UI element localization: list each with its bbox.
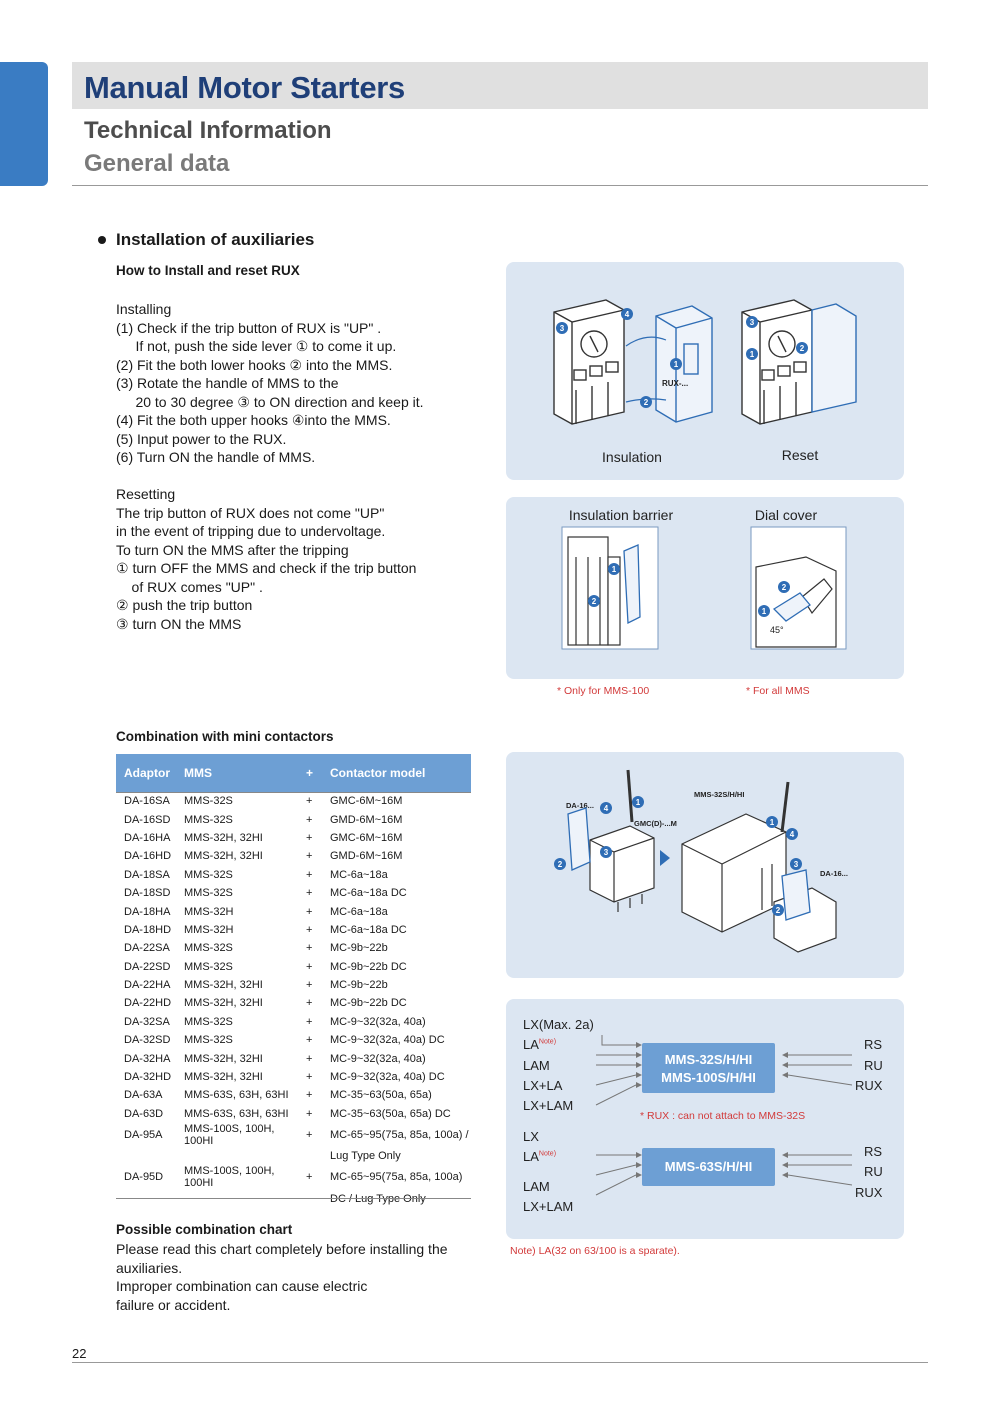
cell-plus: + [306,1171,313,1184]
marker-2: 2 [775,906,781,915]
reset-line: Resetting [116,486,176,502]
possible-line: auxiliaries. [116,1259,183,1276]
accessory-figure [506,497,904,679]
col-adaptor: Adaptor [116,754,176,792]
section-tab [0,62,48,186]
possible-line: Improper combination can cause electric [116,1278,368,1294]
gmc-label: GMC(D)-...M [634,819,677,828]
chart-rs: RS [864,1037,883,1052]
chart-ru-2: RU [864,1164,883,1179]
cell-mms: MMS-100S, 100H, 100HI [184,1165,275,1190]
cell-mms: MMS-32S [184,795,233,808]
cell-contactor: MC-9b~22b [330,979,388,992]
cell-contactor: MC-9b~22b DC [330,997,407,1010]
table-row [116,1031,471,1049]
cell-plus: + [306,1015,313,1028]
cell-mms: MMS-32H, 32HI [184,1052,263,1065]
chart-ru: RU [864,1058,883,1073]
cell-adaptor [116,1147,176,1165]
col-plus: + [302,754,322,792]
cell-contactor: Lug Type Only [330,1150,401,1163]
rux-label: RUX-... [662,379,689,388]
chart-lx: LX [523,1129,539,1144]
col-contactor: Contactor model [322,754,471,792]
chart-rux-2: RUX [855,1185,883,1200]
cell-mms: MMS-63S, 63H, 63HI [184,1089,289,1102]
chart-lam-2: LAM [523,1179,550,1194]
chart-rux: RUX [855,1078,883,1093]
install-line: 20 to 30 degree ③ to ON direction and keep it. [116,393,424,410]
table-rule-top [116,792,471,793]
table-row [116,1013,471,1031]
cell-plus: + [306,1034,313,1047]
table-row [116,1068,471,1086]
angle-label: 45° [770,625,784,635]
cell-contactor: MC-9~32(32a, 40a) DC [330,1034,445,1047]
marker-3: 3 [793,860,799,869]
marker-2: 2 [799,344,805,353]
install-heading: How to Install and reset RUX [116,263,300,278]
table-row [116,1049,471,1067]
cell-contactor: MC-65~95(75a, 85a, 100a) [330,1171,463,1184]
cell-adaptor: DA-18SD [124,887,171,900]
cell-plus: + [306,905,313,918]
cell-adaptor: DA-22SA [124,942,170,955]
cell-contactor: MC-35~63(50a, 65a) [330,1089,432,1102]
cell-contactor: MC-6a~18a [330,905,388,918]
cell-mms: MMS-32H [184,923,234,936]
cell-mms: MMS-32H, 32HI [184,979,263,992]
chart-lx-max: LX(Max. 2a) [523,1017,594,1032]
cell-contactor: GMD-6M~16M [330,813,403,826]
table-row [116,902,471,920]
cell-plus: + [306,1071,313,1084]
chart-footnote: Note) LA(32 on 63/100 is a sparate). [510,1245,680,1257]
cell-mms: MMS-63S, 63H, 63HI [184,1107,289,1120]
cell-contactor: GMC-6M~16M [330,831,403,844]
cell-adaptor: DA-63A [124,1089,163,1102]
cell-adaptor: DA-22HA [124,979,171,992]
marker-3: 3 [749,318,755,327]
chart-la-2 [523,1149,556,1164]
install-line: (5) Input power to the RUX. [116,430,287,447]
install-instructions [116,300,424,467]
chart-la-2-text: LA [523,1149,539,1164]
cell-plus: + [306,1129,313,1142]
marker-4: 4 [624,310,630,319]
reset-line: of RUX comes "UP" . [116,578,263,595]
possible-heading: Possible combination chart [116,1222,293,1237]
chart-la-text: LA [523,1037,539,1052]
marker-2: 2 [643,398,649,407]
cell-mms: MMS-32S [184,1015,233,1028]
install-line: (1) Check if the trip button of RUX is "UP" . [116,319,382,336]
possible-text [116,1240,448,1314]
mms-32-label: MMS-32S/H/HI [664,1052,753,1067]
insulation-label: Insulation [602,449,662,465]
cell-mms: MMS-32S [184,887,233,900]
cell-plus: + [306,1052,313,1065]
table-row [116,1147,471,1165]
cell-mms: MMS-32H, 32HI [184,850,263,863]
cell-mms: MMS-32H, 32HI [184,997,263,1010]
chart-rs-2: RS [864,1144,883,1159]
table-row [116,1105,471,1123]
cell-contactor: MC-6a~18a [330,868,388,881]
table-row [116,847,471,865]
table-header-row [116,754,471,792]
note-mms100: * Only for MMS-100 [557,685,650,697]
table-row [116,810,471,828]
install-figure-panel [506,262,904,480]
cell-contactor: MC-65~95(75a, 85a, 100a) / [330,1129,469,1142]
marker-2: 2 [591,597,597,606]
cell-adaptor: DA-16SD [124,813,171,826]
marker-3: 3 [559,324,565,333]
cell-plus: + [306,960,313,973]
cell-adaptor: DA-63D [124,1107,164,1120]
cell-plus: + [306,868,313,881]
cell-mms [176,1147,302,1165]
table-row [116,1165,471,1189]
chart-lx-lam-2: LX+LAM [523,1199,574,1214]
table-row [116,884,471,902]
cell-mms: MMS-32S [184,1034,233,1047]
cell-adaptor: DA-95D [124,1171,164,1184]
chart-lam: LAM [523,1058,550,1073]
mms-100-label: MMS-100S/H/HI [661,1070,756,1085]
barrier-label: Insulation barrier [568,507,674,523]
cell-adaptor: DA-18SA [124,868,170,881]
da16-label-2: DA-16... [820,869,848,878]
chart-la [523,1037,556,1052]
chart-lx-lam: LX+LAM [523,1098,574,1113]
cell-plus: + [306,979,313,992]
section-heading: Installation of auxiliaries [116,230,315,249]
cell-contactor: GMC-6M~16M [330,795,403,808]
page-subtitle: Technical Information [84,117,332,144]
cell-adaptor: DA-16HA [124,831,171,844]
mms32-label: MMS-32S/H/HI [694,790,745,799]
install-line: (4) Fit the both upper hooks ④into the MMS. [116,412,391,428]
cell-adaptor: DA-32SA [124,1015,170,1028]
cell-plus: + [306,831,313,844]
table-row [116,792,471,810]
cell-plus: + [306,1089,313,1102]
marker-2: 2 [557,860,563,869]
cell-plus: + [306,997,313,1010]
table-row [116,939,471,957]
marker-1: 1 [673,360,679,369]
cell-mms: MMS-32H, 32HI [184,1071,263,1084]
rux-note: * RUX : can not attach to MMS-32S [640,1110,806,1122]
marker-1: 1 [611,565,617,574]
cell-plus: + [306,813,313,826]
install-line: (2) Fit the both lower hooks ② into the MMS. [116,356,393,373]
marker-1: 1 [749,350,755,359]
chart-lx-la: LX+LA [523,1078,563,1093]
mms-63-box: MMS-63S/H/HI [642,1148,775,1186]
combination-table [116,754,471,1208]
table-rule-bottom [116,1198,471,1199]
cell-contactor: MC-6a~18a DC [330,923,407,936]
reset-instructions [116,485,416,633]
reset-line: in the event of tripping due to undervoltage. [116,523,386,539]
cell-mms: MMS-32H [184,905,234,918]
cell-mms: MMS-32S [184,813,233,826]
cell-plus: + [306,942,313,955]
cell-mms: MMS-32S [184,942,233,955]
dial-label: Dial cover [754,507,818,523]
possible-line: failure or accident. [116,1296,231,1313]
page-number: 22 [72,1346,87,1361]
table-row [116,976,471,994]
cell-contactor: MC-9b~22b [330,942,388,955]
marker-2: 2 [781,583,787,592]
install-line: Installing [116,301,172,317]
cell-adaptor: DA-22SD [124,960,171,973]
cell-adaptor: DA-32HA [124,1052,171,1065]
reset-line: ① turn OFF the MMS and check if the trip button [116,560,417,576]
cell-plus: + [306,887,313,900]
mms-32-100-box [642,1043,775,1093]
install-line: (6) Turn ON the handle of MMS. [116,449,316,465]
chart-la-2-note: Note) [538,1150,557,1158]
cell-contactor: MC-6a~18a DC [330,887,407,900]
cell-plus: + [306,795,313,808]
cell-adaptor: DA-16HD [124,850,172,863]
reset-line: ③ turn ON the MMS [116,615,242,632]
table-row [116,958,471,976]
cell-adaptor: DA-16SA [124,795,170,808]
note-all-mms: * For all MMS [746,685,810,697]
cell-mms: MMS-32H, 32HI [184,831,263,844]
reset-line: ② push the trip button [116,597,253,613]
cell-adaptor: DA-95A [124,1129,163,1142]
cell-plus: + [306,923,313,936]
marker-4: 4 [603,804,609,813]
install-line: (3) Rotate the handle of MMS to the [116,375,339,391]
cell-adaptor: DA-32SD [124,1034,171,1047]
cell-contactor: GMD-6M~16M [330,850,403,863]
table-row [116,1086,471,1104]
install-line: If not, push the side lever ① to come it up. [116,338,397,354]
cell-plus: + [306,1107,313,1120]
cell-adaptor: DA-18HA [124,905,171,918]
marker-1: 1 [761,607,767,616]
cell-contactor: MC-9~32(32a, 40a) [330,1015,426,1028]
combination-heading: Combination with mini contactors [116,729,334,744]
accessory-figure-panel [506,497,904,679]
reset-line: The trip button of RUX does not come "UP" [116,504,385,521]
page-subsubtitle: General data [84,150,230,177]
header-rule [72,185,928,186]
reset-label: Reset [781,447,819,463]
table-row [116,866,471,884]
cell-contactor: MC-9~32(32a, 40a) DC [330,1071,445,1084]
install-figure [506,262,904,480]
cell-contactor: MC-35~63(50a, 65a) DC [330,1107,451,1120]
cell-adaptor: DA-32HD [124,1071,172,1084]
cell-plus [302,1147,322,1165]
reset-line: To turn ON the MMS after the tripping [116,541,349,558]
cell-adaptor: DA-22HD [124,997,172,1010]
marker-1: 1 [635,798,641,807]
page-title: Manual Motor Starters [84,70,405,105]
cell-mms: MMS-32S [184,960,233,973]
table-row [116,994,471,1012]
cell-plus: + [306,850,313,863]
chart-la-note: Note) [538,1038,557,1046]
table-row [116,1123,471,1147]
marker-4: 4 [789,830,795,839]
adaptor-figure-panel [506,752,904,978]
cell-mms: MMS-32S [184,868,233,881]
possible-line: Please read this chart completely before installing the [116,1241,448,1257]
da16-label: DA-16... [566,801,594,810]
table-row [116,921,471,939]
cell-contactor: MC-9~32(32a, 40a) [330,1052,426,1065]
footer-rule [72,1362,928,1363]
col-mms: MMS [176,754,302,792]
adaptor-figure [506,752,904,978]
table-row [116,829,471,847]
cell-contactor: MC-9b~22b DC [330,960,407,973]
marker-1: 1 [769,818,775,827]
cell-mms: MMS-100S, 100H, 100HI [184,1123,275,1148]
cell-adaptor: DA-18HD [124,923,172,936]
marker-3: 3 [603,848,609,857]
